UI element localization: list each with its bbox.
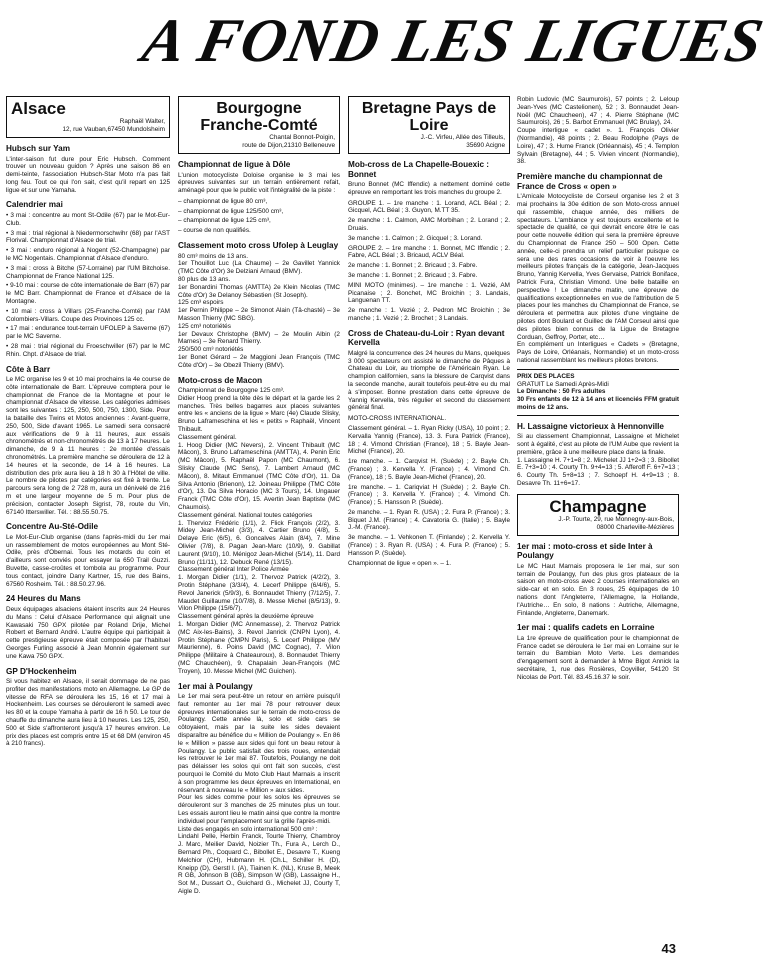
list-item: • 3 mai : cross à Bitche (57-Lorraine) par l'UM Bitchoise. Championnat de France National 125.: [6, 264, 170, 280]
article-text: Robin Ludovic (MC Saumurois), 57 points ; 2. Leloup Jean-Yves (MC Castelionen), 52 ; 3. Bonnaudet Jean-Noël (MC Chaucheen), 47 ; 4. Pierre Stéphane (MC Saumurois), 26 ; 5. Barbot Emmanuel (MC Brulay), 24. Coupe interligue « cadet ». 1. François Olivier (Normandie), 48 points ; 2. Beau Rodolphe (Pays de Loire), 47 ; 3. Hume Franck (Orléannais), 45 ; 4. Templon Sylvain (Bretagne), 44 ; 5. Vivien vincent (Normandie), 38.: [517, 96, 679, 166]
article-text: Si au classement Championnat, Lassaigne et Michelet sont à égalité, c'est au pilote de l'UM Aube que revient la première, grâce à une meilleure place dans la finale. 1. Lassaigne H. 7+1=8 ; 2. Michelet JJ 1+2=3 ; 3. Bibollet E. 7+3=10 ; 4. Courty Th. 9+4=13 ; 5. Afferoff F. 6+7=13 ; 6. Courty Th. 5+8=13 ; 7. Schoepf H. 4+9=13 ; 8. Desavre Th. 11+6=17.: [517, 433, 679, 487]
price-line: 30 Frs enfants de 12 à 14 ans et licenciés FFM gratuit moins de 12 ans.: [517, 396, 679, 411]
price-box: [517, 369, 679, 416]
list-item: 1re manche. – 1. Cariqviat H (Suède) ; 2. Bayle Ch. (France) ; 3. Kervella Y. (France) ; 4. Vimond Ch. (France) ; 5. Hansson P. (Suède).: [348, 483, 510, 507]
list-item: • 3 mai : concentre au mont St-Odile (67) par le Mot-Eur-Club.: [6, 211, 170, 227]
list-item: • 3 mai : trial régional à Niedermorschwihr (68) par l'AST Florival. Championnat d'Alsace de trial.: [6, 229, 170, 245]
article-text: Le MC Haut Marnais proposera le 1er mai, sur son terrain de Poulangy, l'un des plus gros plateaux de la saison en moto-cross avec 2 courses internationales en side-car et en solo. En 3 roues, 25 équipages de 10 nations dont l'Angleterre, l'Allemagne, la Hollande, l'Autriche… En solo, 8 nations : Autriche, Allemagne, Finlande, Angleterre, Danemark.: [517, 562, 679, 617]
list-item: • 17 mai : endurance tout-terrain UFOLEP à Saverne (67) par le MC Saverne.: [6, 325, 170, 341]
article-heading: Cross de Chateau-du-Loir : Ryan devant Kervella: [348, 328, 505, 348]
dole-list: [178, 198, 340, 235]
article-heading: Classement moto cross Ufolep à Leuglay: [178, 241, 339, 251]
column-2: [178, 96, 340, 922]
list-item: – championnat de ligue 125/500 cm³,: [178, 207, 284, 215]
list-item: 2e manche : 1. Bonnet ; 2. Bricaud ; 3. Fabre.: [348, 262, 478, 270]
list-item: 3e manche : 1. Bonnet ; 2. Bricaud ; 3. Fabre.: [348, 271, 478, 279]
list-item: GROUPE 1. – 1re manche : 1. Lorand, ACL Béal ; 2. Gicquel, ACL Béal ; 3. Guyon, M.TT 35.: [348, 199, 510, 215]
list-item: – championnat de ligue 80 cm³,: [178, 197, 268, 205]
region-address: 08000 Charleville-Mézières: [596, 523, 674, 531]
article-text: L'inter-saison fut dure pour Eric Hubsch. Comment trouver un nouveau guidon ? Après une saison 86 en demi-teinte, l'association Hubsch-Star Moto n'a pas fait long feu. Tout ce qui l'on sait, c'est qu'il repart en 125 ligue et sur une Yamaha.: [6, 155, 170, 194]
list-item: 2e manche : 1. Calmon, AMC Morbihan ; 2. Lorand ; 2. Druais.: [348, 217, 510, 232]
article-text: Le Mot-Eur-Club organise (dans l'après-midi du 1er mai un rassemblement de motos européennes au Mont Sté-Odile, près d'Obernai. Tous les motards du coin et d'ailleurs sont conviés pour essayer la 650 Trail Guzzi. Buvette, casse-croûtes et tombola au programme. Pour tous contact, joindre Dany Kartner, 15, rue des Bains, 67560 Rosheim. Tél. : 88.50.27.96.: [6, 533, 170, 588]
article-heading: Moto-cross de Macon: [178, 375, 263, 385]
article-heading: 24 Heures du Mans: [6, 594, 81, 604]
champagne-box: [517, 494, 679, 536]
alsace-box: [6, 96, 170, 138]
list-item: Classement général. – 1. Ryan Ricky (USA), 10 point ; 2. Kervalla Yannig (France), 13. 3. Fura Patrick (France), 18 ; 4. Vimond Christian (France), 18 ; 5. Bayle Jean-Michel (France), 20.: [348, 424, 510, 456]
list-item: • 28 mai : trial régional du Froeschwiller (67) par le MC Rhin. Chpt. d'Alsace de trial.: [6, 342, 170, 358]
price-line: GRATUIT Le Samedi Après-Midi: [517, 380, 609, 388]
column-4: [517, 96, 679, 922]
list-item: MINI MOTO (minimes). – 1re manche : 1. Vezié, AM Picanaise ; 2. Bonchet, MC Broichin ; 3. Landais, Languenan TT.: [348, 281, 510, 305]
article-text: Le 1er mai sera peut-être un retour en arrière puisqu'il faut remonter au 1er mai 78 pour retrouver deux épreuves internationales sur le terrain de moto-cross de Poulangy. Cette année là, solo et side cars se côtoyaient, mais par la suite les sides devaient disparaître au bénéfice du « Million de Poulangy ». En 86 le « Million » passe aux sides qui font un beau retour à Poulangy. Le public satisfait des trois roues, entendait les retrouver le 1er mai 87. Toutefois, Poulangy ne doit pas délaisser les solos qui ont fait son succès, c'est pourquoi le Comité du Moto Club Haut Marnais a inscrit à son programme les deux épreuves en International, en réservant à nouveau le « Million » aux sides. Pour les sides comme pour les solos les épreuves se dérouleront sur 3 manches de 25 minutes plus un tour. Les essais auront lieu le matin ainsi que contre la montre individuel pour l'emplacement sur la grille l'après-midi. Liste des engagés en solo international 500 cm³ : Lindahl Pelle, Herbin Franck, Tourte Thierry, Chambroy J. Marc, Meilier David, Noizier Th., Fura A., Lerch D., Bernard Ph., Coquard C., Bibollet E., Desavre T., Kueng Melchior (CH), Hubmann H. (Ch.L, Schiller H. (D), Kneipp (D), Gerstl I. (A), Tiainen K. (NL), Kruse B, Meek R GB, Johnson B (GB), Simpson W (GB), Lassaigne H., Sot M., Dussart O., Guichard G., Michelet JJ, Courty T, Aigle D.: [178, 693, 341, 895]
region-contact: J.-P. Tourte, 29, rue Monnegny-aux-Bois,: [558, 515, 674, 523]
article-heading: Championnat de ligue à Dôle: [178, 160, 291, 169]
article-heading: Calendrier mai: [6, 200, 63, 210]
region-title-champagne: Champagne: [549, 496, 647, 516]
list-item: • 9-10 mai : course de côte internationale de Barr (67) par le MC Barr. Championnat de France et d'Alsace de la Montagne.: [6, 282, 170, 305]
list-item: • 3 mai : enduro régional à Nogent (52-Champagne) par le MC Nogentais. Championnat d'Alsace d'enduro.: [6, 247, 170, 262]
article-heading: Mob-cross de La Chapelle-Bouexic : Bonnet: [348, 160, 490, 179]
article-heading: Concentre Au-Sté-Odile: [6, 522, 99, 532]
article-text: 80 cm³ moins de 13 ans. 1er Thouillot Luc (La Chaume) – 2e Gavillet Yannick (TMC Côte d'Or) 3e Delziani Arnaud (BMV). 80 plus de 13 ans. 1er Bonardini Thomas (AMTTA) 2e Klein Nicolas (TMC Côte d'Or) 3e Delanoy Sébastien (St Joseph). 125 cm³ espoirs 1er Pernin Philippe – 2e Simonot Alain (Tâ-chasté) – 3e Masson Thierry (MC SBG). 125 cm³ notoriétés 1er Devaux Christophe (BMV) – 2e Moulin Albin (2 Marnes) – 3e Renard Thierry. 250/500 cm³ notoriétés 1er Bonet Gérard – 2e Maggioni Jean François (TMC Côte d'Or) – 3e Obezil Thierry (BMV).: [178, 252, 340, 369]
list-item: 3e manche : 1. Calmon ; 2. Gicquel ; 3. Lorand.: [348, 234, 483, 242]
region-contact: Chantal Bonnot-Poigin,: [269, 134, 335, 141]
article-heading: 1er mai : moto-cross et side Inter à Poulangy: [517, 541, 653, 561]
article-heading: GP D'Hockenheim: [6, 666, 77, 676]
article-heading: Hubsch sur Yam: [6, 144, 71, 153]
column-1: [6, 96, 170, 922]
list-item: 1re manche. – 1. Carqvist H. (Suède) ; 2. Bayle Ch. (France) ; 3. Kervella Y. (France) ; 4. Vimond Ch. (France), 18 ; 5. Bayle Jean-Michel (France), 20.: [348, 458, 510, 481]
article-text: Le MC organise les 9 et 10 mai prochains la 4e course de côte internationale de Barr. L'épreuve comptera pour le championnat de France de la Montagne et pour le championnat d'Alsace de vitesse. Les catégories admises sont les suivantes : 125, 250, 500, 750, 1300, Side. Pour la bataille des Twins et Motos anciennes : Avant-guerre, 250, 500, Side d'avant 1965. Le samedi sera consacré aux vérifications de 9 à 11 heures, aux essais chronométrés et non-chronométrés de 13 à 17 heures. Le dimanche, de 9 à 11 heures : 2e montée d'essais chronométrés. La première manche se déroulera de 12 à 14 heures et la seconde, de 14 à 16 heures. La distribution des prix aura lieu à 18 h 30 à l'Hôtel de ville. Le nombre de pilotes par catégories est fixé à trente. Le parcours sera long de 2 728 m, aura un dénivelé de 216 m et une largeur moyenne de 5 m. Pour plus de précision, contacter Joseph Sigrist, 78, route du Vin, 67140 Itterswiller. Tél. : 88.55.50.75.: [6, 376, 170, 516]
page-banner: [128, 6, 770, 76]
article-text: Bruno Bonnet (MC Iffendic) a nettement dominé cette épreuve en remportant les trois manches du groupe 2.: [348, 181, 510, 196]
column-3: [348, 96, 510, 922]
page-number: 43: [661, 941, 676, 956]
list-item: 3e manche. – 1. Vehkonen T. (Finlande) ; 2. Kervella Y. (France) ; 3. Ryan R. (USA) ; 4. Fura P. (France) ; 5. Hansson P. (Suède).: [348, 534, 510, 557]
results-list: [348, 415, 510, 567]
region-contact: Raphaël Walter,: [119, 118, 165, 125]
region-address: 35690 Acigne: [466, 142, 505, 149]
bourgogne-box: [178, 96, 340, 154]
article-text: Malgré la concurrence des 24 heures du Mans, quelques 3 000 spectateurs ont assisté le dimanche de Pâques à Chateau du Loir, au triomphe de l'Américain Ryan. Le champion californien, sans la blessure de Carqvist dans la seconde manche, aurait toutefois peut-être eu du mal à s'imposer. Bonne prestation dans cette épreuve de Yannig Kervella, très régulier et second du classement général final.: [348, 349, 510, 412]
list-item: – course de non qualifiés.: [178, 227, 251, 235]
region-title-bourgogne: Bourgogne Franche-Comté: [200, 100, 318, 134]
article-heading: Côte à Barr: [6, 364, 51, 374]
article-text: Deux équipages alsaciens étaient inscrits aux 24 Heures du Mans : Celui d'Alsace Performance qui alignait une Kawasaki 750 GPX pilotée par Roland Drije, Michel Robert et Bernard André. L'autre équipe qui participait à cette prestigieuse épreuve était composée par l'habituel Georges Furling associé à Jean Monnin également sur une Kawa 750 GPX.: [6, 605, 170, 660]
list-item: 2e manche. – 1. Ryan R. (USA) ; 2. Fura P. (France) ; 3. Biquet J.M. (France) ; 4. Cavatoria G. (Italie) ; 5. Bayle J.-M. (France).: [348, 508, 510, 532]
region-address: route de Dijon,21310 Belleneuve: [242, 142, 335, 149]
banner-title: A FOND LES LIGUES: [136, 7, 770, 75]
article-heading: 1er mai à Poulangy: [178, 681, 253, 691]
list-item: – championnat de ligue 125 cm³,: [178, 217, 271, 225]
list-item: Championnat de ligue « open ». – 1.: [348, 559, 452, 567]
bretagne-box: [348, 96, 510, 154]
list-item: GROUPE 2. – 1re manche : 1. Bonnet, MC Iffendic ; 2. Fabre, ACL Béal ; 3. Bricaud, ACLV Béal.: [348, 244, 510, 260]
region-contact: J.-C. Virfeu, Allée des Tilleuls,: [420, 134, 505, 141]
article-heading: Première manche du championnat de France de Cross « open »: [517, 172, 663, 191]
region-title-alsace: Alsace: [11, 99, 66, 118]
article-text: Si vous habitez en Alsace, il serait dommage de ne pas profiter des manifestations moto en Allemagne. Le GP de vitesse de RFA se déroulera les 15, 16 et 17 mai à Hockenheim. Les courses se dérouleront le samedi avec les 80 et la coupe Yamaha à partir de 16 h 50. Le tour de chauffe du dimanche aura lieu à 10 heures. Les 125, 250, 500 et Side s'affronteront jusqu'à 17 heures environ. Le prix des places est compris entre 15 et 68 DM (environ 45 à 210 francs).: [6, 678, 170, 748]
list-item: MOTO-CROSS INTERNATIONAL.: [348, 415, 447, 423]
article-text: L'Amicale Motocycliste de Corseul organise les 2 et 3 mai prochains la 30e édition de son Moto-cross annuel qui rassemble, chaque année, des milliers de spectateurs. L'ambiance y est toujours excellente et le spectacle de qualité, ce qui devrait encore être le cas pour cette nouvelle édition qui sera la première épreuve du Championnat de France 250 – 500 Open. Cette année, celle-ci prendra un relief particulier puisque ce sera une des rares occasions de voir à l'oeuvre les meilleurs pilotes français de la catégorie, Jean-Jacques Bruno, Yannig Kervella, Yves Gervaise, Patrick Boniface, Patrick Fura, Christian Vimond. Une belle bataille en perspective ! Le dimanche matin, une épreuve de qualifications exceptionnelles en vue de l'attribution de 5 places pour les manches du Championnat de France, se déroulera et permettra aux pilotes d'une vingtaine de pilotes dont Boulard et Guillec de l'AM Corseul ainsi que des pilotes bien connus de la Ligue de Bretagne Corduan, Geffroy, Porter, etc… En complément un Interligues « Cadets » (Bretagne, Pays de Loire, Orléanais, Normandie) et un moto-cross national rassemblant les meilleurs pilotes bretons.: [517, 193, 679, 364]
article-heading: 1er mai : qualifs cadets en Lorraine: [517, 623, 655, 633]
price-title: PRIX DES PLACES: [517, 372, 575, 380]
calendar-list: [6, 212, 170, 359]
list-item: 2e manche : 1. Vezié ; 2. Pedron MC Broichin ; 3e manche ; 1. Vezié ; 2. Brochet ; 3 Landais.: [348, 307, 510, 322]
results-list: [348, 200, 510, 323]
list-item: • 10 mai : cross à Villars (25-Franche-Comté) par l'AM Colombiers-Villars. Coupe des Provinces 125 cc.: [6, 307, 170, 323]
price-line: Le Dimanche : 50 Frs adultes: [517, 388, 606, 396]
region-address: 12, rue Vauban,67450 Mundolsheim: [62, 126, 165, 133]
article-heading: H. Lassaigne victorieux à Hennonville: [517, 421, 664, 431]
article-text: L'union motocycliste Doloise organise le 3 mai les épreuves suivantes sur un terrain entièrement refait, aménagé pour que le public voit l'intégralité de la piste :: [178, 171, 340, 195]
article-text: La 1re épreuve de qualification pour le championnat de France cadet se déroulera le 1er mai en Lorraine sur le terrain du Bambian Moto Verte. Les demandes d'engagement sont à demander à Mme Bigot Annick la secrétaire, 1, rue des Rosières, Coyviller, 54120 St Nicolas de Port. Tél. 83.45.16.37 le soir.: [517, 634, 679, 681]
region-title-bretagne: Bretagne Pays de Loire: [361, 100, 497, 134]
article-text: Championnat de Bourgogne 125 cm³. Didier Hoog prend la tête dès le départ et la garde les 2 manches. Très belles bagarres aux places suivantes entre les « anciens de la ligue » Marc (4e) Claude Slisky, Bruno Laframeschina et les « petits » Raphaël, Vincent Thibault. Classement général. 1. Hoog Didier (MC Nevers), 2. Vincent Thibault (MC Mâcon), 3. Bruno Laframeschina (AMTTA), 4. Penin Eric (MC Mâcon), 5. Raphaël Papon (MC Chaumont), 6. Slisky Claude (MC Sens), 7. Lambert Arnaud (MC Mâcon), 8. Mitaut Emmanuel (TMC Côte d'Or), 11. Da Silva Antonio (Brienon), 12. Joineau Philippe (TMC Côte d'Or), 13. Da Silva Horacio (MC 3 Tours), 14. Ungauer Franck (TMC Côte d'Or), 15. Avertin Jean Baptiste (MC Chaumois). Classement général. National toutes catégories 1. Thervioz Frédéric (1/1), 2. Flick François (2/2), 3. Midey Jean-Michel (3/3), 4. Cartier Bruno (4/8), 5. Delaye Eric (6/5), 6. Goncalves Alain (8/4), 7. Mine Olivier (7/8), 8. Pagan Jean-Marc (10/9), 9. Gabillat Laurent (9/10), 10. Ménigoz Jean-Michel (5/14), 11. Dard Bruno (11/11), 12. Debuck René (13/15). Classement général Inter Police Armée 1. Morgan Didier (1/1), 2. Thervoz Patrick (4/2/2), 3. Protin Stéphane (3/3/4), 4. Lecerf Philippe (6/4/6), 5. Revol Janerick (5/9/3), 6. Bonnaudet Thierry (7/12/5), 7. Maudet Guillaume (10/7/8), 8. Messe Michel (8/5/13), 9. Vilon Philippe (15/6/7). Classement général après la deuxième épreuve 1. Morgan Didier (MC Annemasse), 2. Thervoz Patrick (MC Aix-les-Bains), 3. Revol Janrick (CNPN Lyon), 4. Protin Stéphane (CMPN Paris), 5. Lecerf Philippe (MV Maurienne), 6. Poins David (MC Cognac), 7. Vilon Philippe (Militaire à Chateauroux), 8. Bonnaudet Thierry (MC Chauchéen), 9. Chapalain Jean-François (MC Troyen), 10. Messe Michel (MC Guichen).: [178, 387, 340, 675]
